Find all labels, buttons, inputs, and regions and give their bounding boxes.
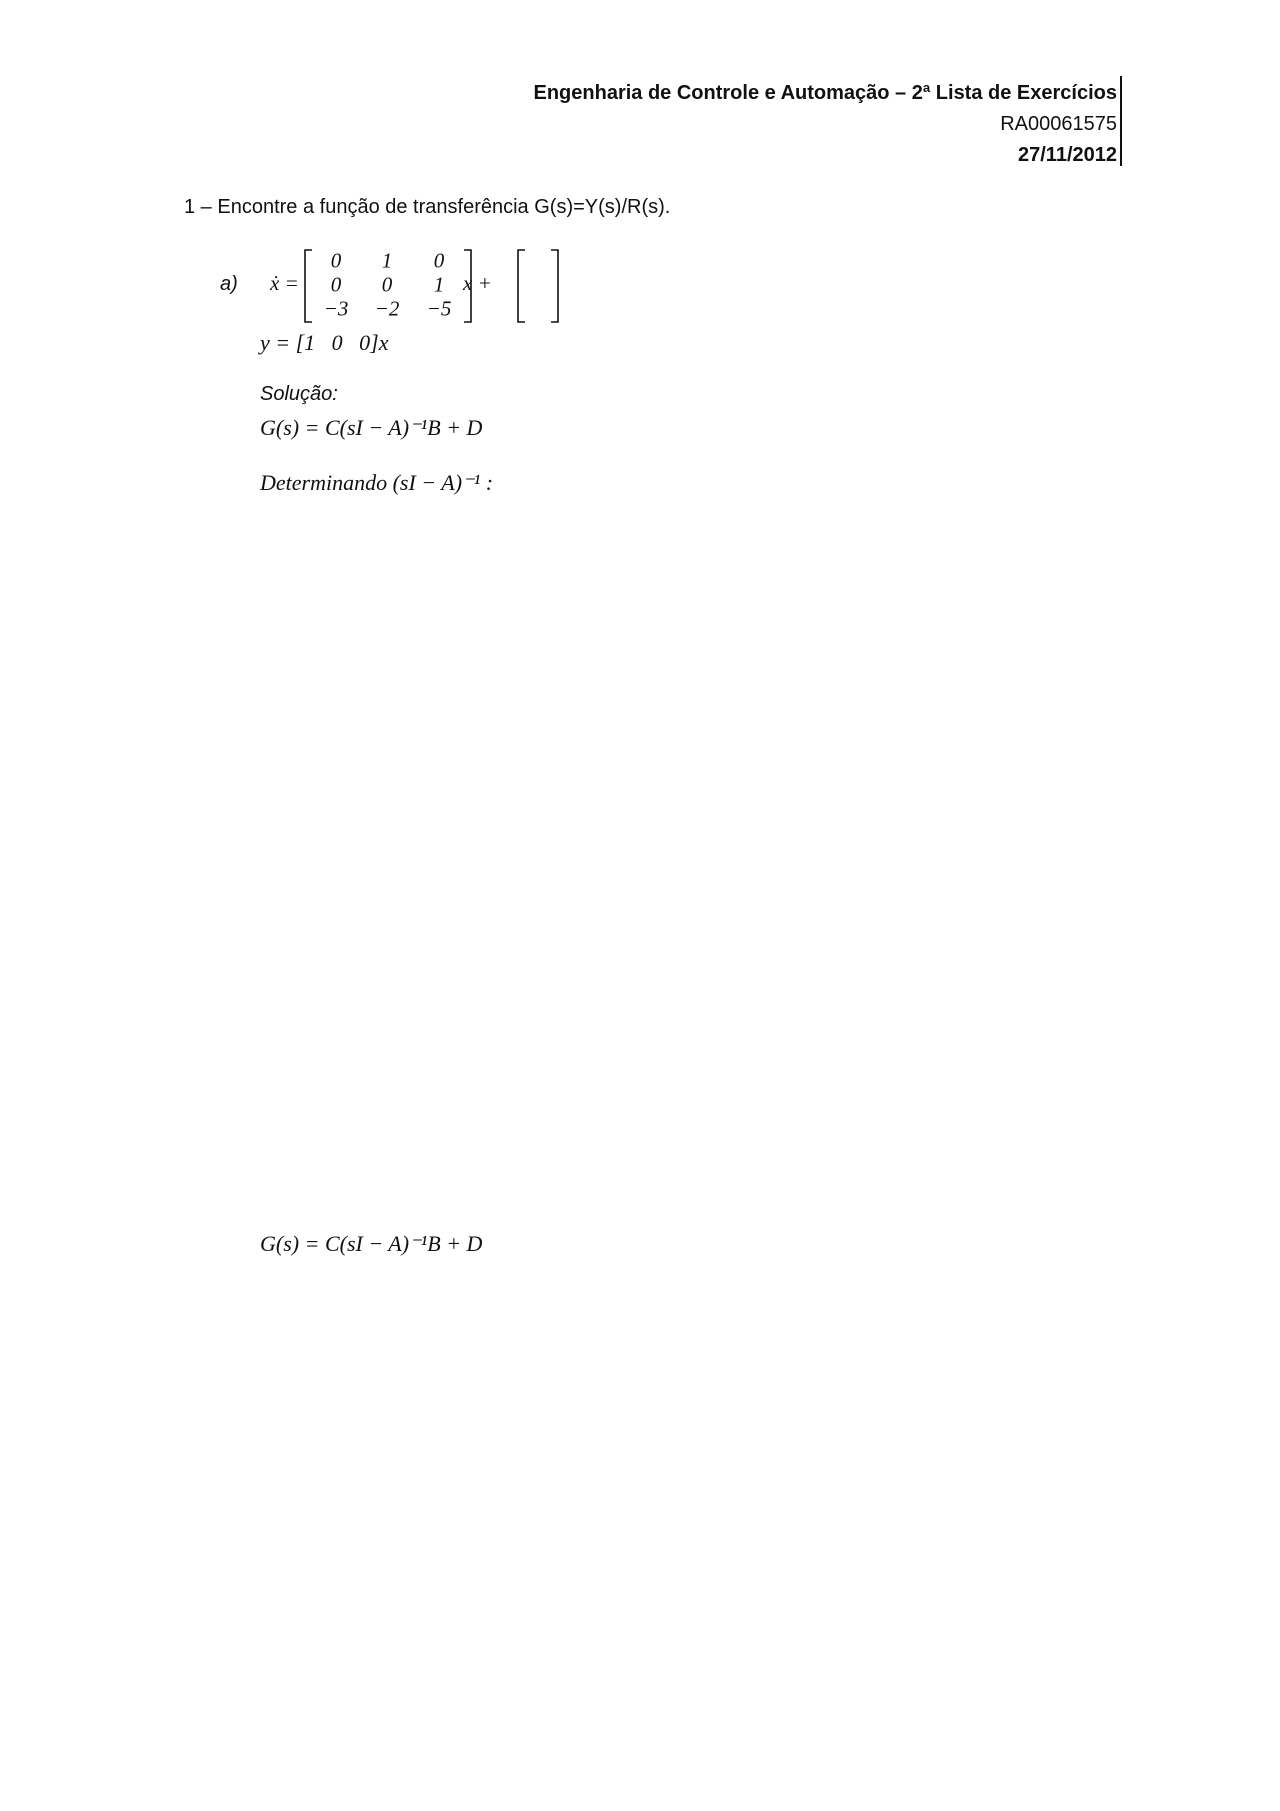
matrix-A-cell: −5 (426, 296, 452, 321)
solution-label: Solução: (260, 383, 338, 405)
header-date: 27/11/2012 (1018, 144, 1117, 166)
matrix-A-cell: −3 (323, 296, 349, 321)
transfer-function-formula: G(s) = C(sI − A)⁻¹B + D (260, 415, 483, 440)
matrix-A-cell: 1 (433, 272, 445, 297)
matrix-A-cell: −2 (374, 296, 400, 321)
matrix-A-cell: 0 (381, 272, 393, 297)
question-text: 1 – Encontre a função de transferência G(s)=Y(s)/R(s). (184, 196, 671, 218)
vector-B-right-bracket (551, 250, 558, 322)
matrix-A-cell: 0 (330, 272, 342, 297)
header-ra: RA00061575 (1000, 113, 1117, 135)
header-title: Engenharia de Controle e Automação – 2ª Lista de Exercícios (533, 82, 1117, 104)
state-eq-mid: x + (463, 271, 492, 295)
state-eq-lhs: ẋ = (270, 271, 299, 295)
transfer-function-formula-2: G(s) = C(sI − A)⁻¹B + D (260, 1231, 483, 1256)
output-equation: y = [1 0 0]x (260, 330, 389, 355)
vector-B-left-bracket (518, 250, 525, 322)
matrix-A-cell: 0 (330, 248, 342, 273)
matrix-A-cell: 1 (381, 248, 393, 273)
item-label: a) (220, 273, 238, 295)
matrix-A-cell: 0 (433, 248, 445, 273)
matrix-A-left-bracket (305, 250, 312, 322)
determining-label: Determinando (sI − A)⁻¹ : (260, 470, 494, 495)
